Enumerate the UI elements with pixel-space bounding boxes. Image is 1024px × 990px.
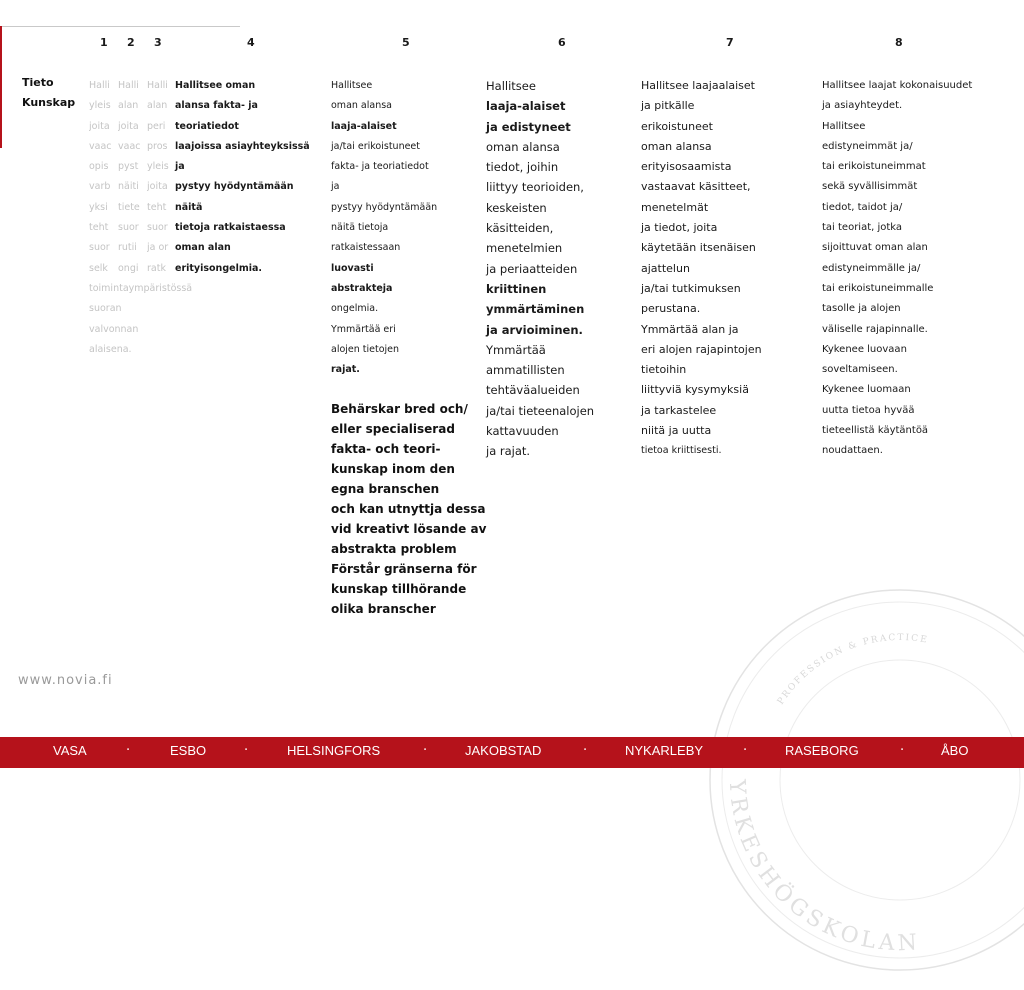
footer-separator: · (244, 743, 249, 758)
level-7-header: 7 (726, 36, 734, 49)
svg-text:YRKESHÖGSKOLAN (724, 778, 922, 956)
level-7-description: Hallitsee laajaalaiset ja pitkälle erikoistuneet oman alansa erityisosaamista vastaavat käsitteet, menetelmät ja tiedot, joita käytetään itsenäisen ajattelun ja/tai tutkimuksen perustana. Ymmärtää alan ja eri alojen rajapintojen tietoihin liittyviä kysymyksiä ja tarkastelee niitä ja uutta tietoa kriittisesti. (641, 79, 762, 457)
footer-separator: · (743, 743, 748, 758)
level-2-header: 2 (127, 36, 135, 49)
accent-bar (0, 26, 2, 148)
level-8-description: Hallitsee laajat kokonaisuudet ja asiayhteydet. Hallitsee edistyneimmät ja/ tai erikoistuneimmat sekä syvällisimmät tiedot, taidot ja/ tai teoriat, jotka sijoittuvat oman alan edistyneimmälle ja/ tai erikoistuneimmalle tasolle ja alojen väliselle rajapinnalle. Kykenee luovaan soveltamiseen. Kykenee luomaan uutta tietoa hyvää tieteellistä käytäntöä noudattaen. (822, 80, 973, 457)
footer-city-vasa: VASA (53, 743, 87, 758)
footer-city-helsingfors: HELSINGFORS (287, 743, 381, 758)
level-5-swedish-description: Behärskar bred och/ eller specialiserad fakta- och teori- kunskap inom den egna branschen och kan utnyttja dessa vid kreativt lösande av abstrakta problem Förstår gränserna för kunskap tillhörande olika branscher (331, 402, 487, 616)
row-label-sv: Kunskap (22, 96, 76, 109)
faded-column-2: Halli alan joita vaac pyst näiti tiete suor rutii ongi (118, 80, 141, 274)
header-rule (0, 26, 240, 27)
footer-city-abo: ÅBO (941, 743, 969, 758)
footer-separator: · (423, 743, 428, 758)
level-1-header: 1 (100, 36, 108, 49)
footer-city-jakobstad: JAKOBSTAD (465, 743, 542, 758)
footer-separator: · (126, 743, 131, 758)
faded-column-1: Halli yleis joita vaac opis varb yksi teht suor selk toimintaympäristössä suoran valvonnan alaisena. (89, 80, 193, 355)
footer-separator: · (900, 743, 905, 758)
seal-top-text: PROFESSION & PRACTICE (775, 632, 930, 707)
footer-city-esbo: ESBO (170, 743, 207, 758)
footer-city-raseborg: RASEBORG (785, 743, 859, 758)
level-8-header: 8 (895, 36, 903, 49)
seal-bottom-text: YRKESHÖGSKOLAN (723, 778, 922, 957)
level-5-description: Hallitsee oman alansa laaja-alaiset ja/tai erikoistuneet fakta- ja teoriatiedot ja pystyy hyödyntämään näitä tietoja ratkaistessaan luovasti abstrakteja ongelmia. Ymmärtää eri alojen tietojen rajat. (331, 80, 438, 376)
level-3-header: 3 (154, 36, 162, 49)
seal-watermark (690, 570, 1024, 990)
website-url[interactable]: www.novia.fi (18, 673, 113, 688)
level-6-header: 6 (558, 36, 566, 49)
faded-column-3: Halli alan peri pros yleis joita teht suor ja or ratk (147, 80, 169, 274)
footer-separator: · (583, 743, 588, 758)
footer-city-nykarleby: NYKARLEBY (625, 743, 704, 758)
row-label-fi: Tieto (22, 76, 54, 89)
level-4-header: 4 (247, 36, 255, 49)
level-6-description: Hallitsee laaja-alaiset ja edistyneet oman alansa tiedot, joihin liittyy teorioiden, keskeisten käsitteiden, menetelmien ja periaatteiden kriittinen ymmärtäminen ja arvioiminen. Ymmärtää ammatillisten tehtäväalueiden ja/tai tieteenalojen kattavuuden ja rajat. (486, 79, 595, 459)
level-4-description: Hallitsee oman alansa fakta- ja teoriatiedot laajoissa asiayhteyksissä ja pystyy hyödyntämään näitä tietoja ratkaistaessa oman alan erityisongelmia. (175, 80, 310, 274)
level-5-header: 5 (402, 36, 410, 49)
